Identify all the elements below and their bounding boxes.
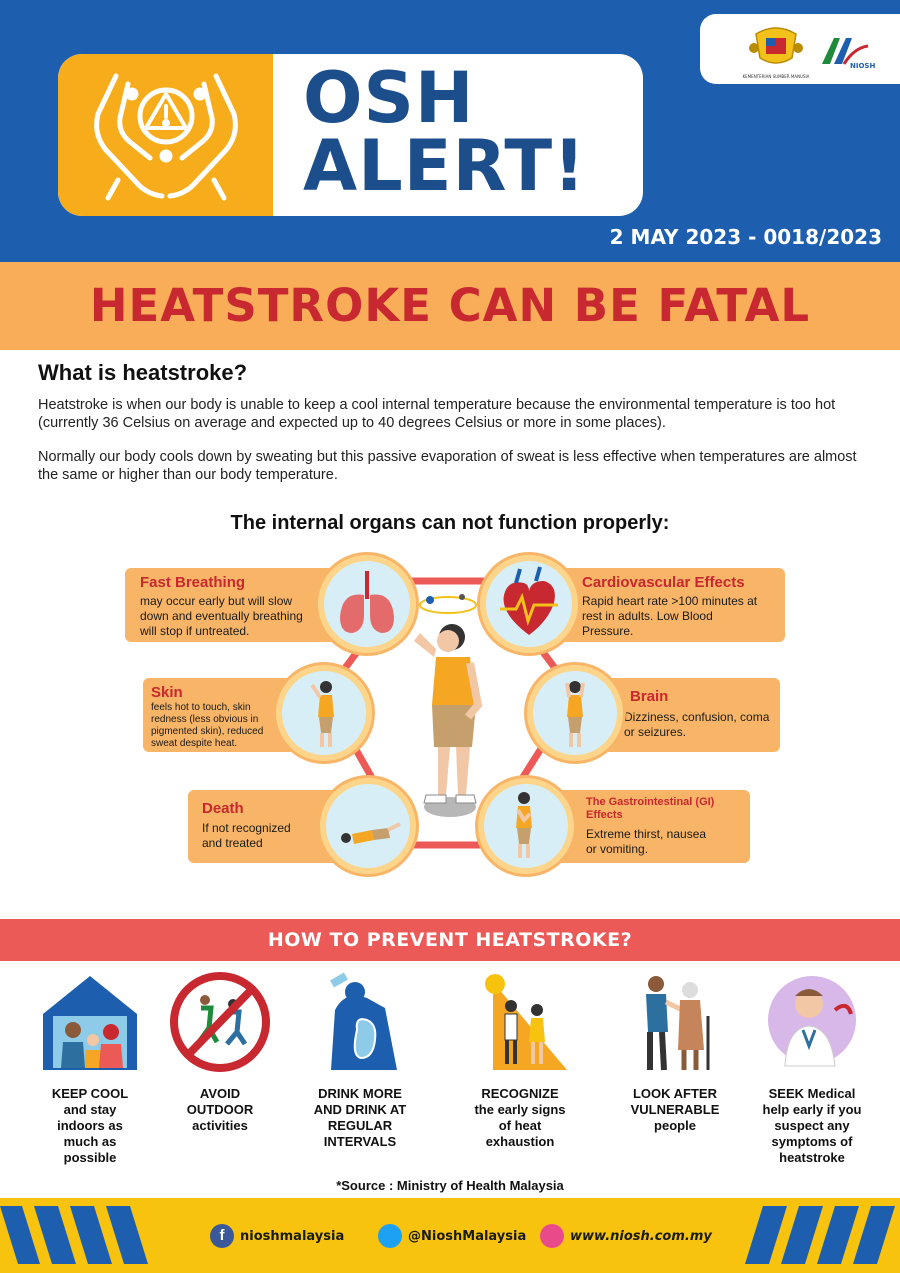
tip-4-line-2: the early signs	[474, 1102, 566, 1117]
cardio-title: Cardiovascular Effects	[582, 574, 745, 591]
website-url: www.niosh.com.my	[570, 1228, 712, 1244]
tip-avoid-outdoor	[150, 970, 290, 1134]
tip-seek-medical	[742, 970, 882, 1166]
tip-6-label	[742, 1086, 882, 1166]
tip-6-line-5: heatstroke	[779, 1150, 845, 1165]
globe-icon	[540, 1224, 564, 1248]
facebook-link[interactable]	[210, 1224, 344, 1248]
heat-exhaustion-icon	[465, 970, 575, 1075]
scratching-person-icon	[282, 671, 366, 755]
website-link[interactable]	[540, 1224, 712, 1248]
dizzy-person-icon	[533, 671, 617, 755]
footer	[0, 1198, 900, 1273]
tip-5-line-3: people	[654, 1118, 696, 1133]
tip-3-line-4: INTERVALS	[323, 1134, 397, 1149]
what-is-section	[38, 360, 863, 500]
death-desc: If not recognized and treated	[202, 821, 291, 850]
prevent-heading: HOW TO PREVENT HEATSTROKE?	[267, 929, 633, 951]
logo-box	[700, 14, 900, 84]
skin-circle	[276, 665, 372, 761]
osh-alert-badge	[58, 54, 643, 216]
osh-alert-title	[303, 57, 587, 207]
tip-3-label	[290, 1086, 430, 1150]
facebook-icon: f	[210, 1224, 234, 1248]
niosh-logo	[822, 38, 875, 70]
hands-warning-icon	[58, 54, 273, 216]
tip-3-line-1: DRINK MORE	[318, 1086, 402, 1101]
alert-date: 2 MAY 2023 - 0018/2023	[609, 225, 882, 249]
tip-1-label	[20, 1086, 160, 1166]
brain-desc: Dizziness, confusion, coma or seizures.	[624, 710, 770, 739]
tip-2-line-2: OUTDOOR	[186, 1102, 254, 1117]
what-is-paragraph-1: Heatstroke is when our body is unable to keep a cool internal temperature because the environmental temperature is too hot (currently 36 Celsius on average and expected up to 40 degrees Celsius or more in some places).	[38, 397, 836, 431]
tip-drink-more	[290, 970, 430, 1150]
tip-1-line-5: possible	[63, 1150, 117, 1165]
stomach-ache-person-icon	[484, 784, 568, 868]
tip-keep-cool	[20, 970, 160, 1166]
right-stripes	[745, 1198, 900, 1273]
tip-2-label	[150, 1086, 290, 1134]
left-stripes	[0, 1198, 165, 1273]
tip-4-line-1: RECOGNIZE	[481, 1086, 559, 1101]
no-running-icon	[165, 970, 275, 1075]
tip-6-line-1: SEEK Medical	[768, 1086, 856, 1101]
brain-circle	[527, 665, 623, 761]
family-home-icon	[35, 970, 145, 1075]
death-circle	[320, 778, 416, 874]
page-title: HEATSTROKE CAN BE FATAL	[89, 279, 811, 332]
gi-title: The Gastrointestinal (GI) Effects	[586, 796, 715, 821]
organs-heading: The internal organs can not function properly:	[230, 512, 670, 534]
tip-1-line-4: much as	[63, 1134, 117, 1149]
lungs-icon	[324, 561, 410, 647]
title-band	[0, 262, 900, 350]
tip-1-line-2: and stay	[63, 1102, 117, 1117]
fallen-person-icon	[326, 784, 410, 868]
breathing-desc: may occur early but will slow down and eventually breathing will stop if untreated.	[140, 594, 303, 638]
ministry-logo-text: KEMENTERIAN SUMBER MANUSIA	[742, 74, 810, 79]
heart-circle	[480, 555, 578, 653]
tip-4-line-4: exhaustion	[485, 1134, 555, 1149]
tip-1-line-1: KEEP COOL	[51, 1086, 129, 1101]
twitter-icon	[378, 1224, 402, 1248]
header-banner	[0, 0, 900, 262]
tip-4-label	[450, 1086, 590, 1150]
tip-4-line-3: of heat	[498, 1118, 542, 1133]
prevent-heading-band	[0, 919, 900, 961]
twitter-handle: @NioshMalaysia	[408, 1228, 527, 1244]
tip-6-line-2: help early if you	[762, 1102, 862, 1117]
niosh-logo-text: NIOSH	[850, 62, 876, 70]
gi-desc: Extreme thirst, nausea or vomiting.	[586, 827, 707, 856]
skin-desc: feels hot to touch, skin redness (less obvious in pigmented skin), reduced sweat despite heat.	[151, 702, 264, 749]
tip-recognize	[450, 970, 590, 1150]
tip-6-line-3: suspect any	[774, 1118, 850, 1133]
tip-1-line-3: indoors as	[57, 1118, 123, 1133]
tip-5-label	[605, 1086, 745, 1134]
brain-title: Brain	[630, 688, 669, 705]
lungs-circle	[318, 555, 416, 653]
breathing-title: Fast Breathing	[140, 574, 246, 591]
tip-3-line-2: AND DRINK AT	[313, 1102, 407, 1117]
central-figure	[414, 594, 478, 817]
alert-icon-panel	[58, 54, 273, 216]
source-note: *Source : Ministry of Health Malaysia	[336, 1178, 564, 1193]
cardio-desc: Rapid heart rate >100 minutes at rest in adults. Low Blood Pressure.	[582, 594, 758, 638]
tip-5-line-1: LOOK AFTER	[632, 1086, 717, 1101]
alert-line-1: OSH	[303, 57, 475, 139]
gi-circle	[478, 778, 574, 874]
death-title: Death	[202, 800, 244, 817]
tip-6-line-4: symptoms of	[771, 1134, 853, 1149]
drinking-water-icon	[305, 970, 415, 1075]
tip-5-line-2: VULNERABLE	[630, 1102, 720, 1117]
tip-look-after	[605, 970, 745, 1134]
tip-2-line-1: AVOID	[199, 1086, 241, 1101]
what-is-paragraph-2: Normally our body cools down by sweating but this passive evaporation of sweat is less effective when temperatures are almost the same or higher than our body temperature.	[38, 449, 857, 483]
facebook-handle: nioshmalaysia	[240, 1228, 345, 1244]
doctor-icon	[757, 970, 867, 1075]
alert-line-2: ALERT!	[303, 125, 587, 207]
ministry-crest-logo	[700, 14, 900, 84]
tip-3-line-3: REGULAR	[327, 1118, 393, 1133]
heart-icon	[486, 561, 572, 647]
skin-title: Skin	[151, 684, 183, 701]
tip-2-line-3: activities	[192, 1118, 248, 1133]
twitter-link[interactable]	[378, 1224, 526, 1248]
what-is-heading: What is heatstroke?	[38, 360, 248, 385]
caring-elderly-icon	[620, 970, 730, 1075]
